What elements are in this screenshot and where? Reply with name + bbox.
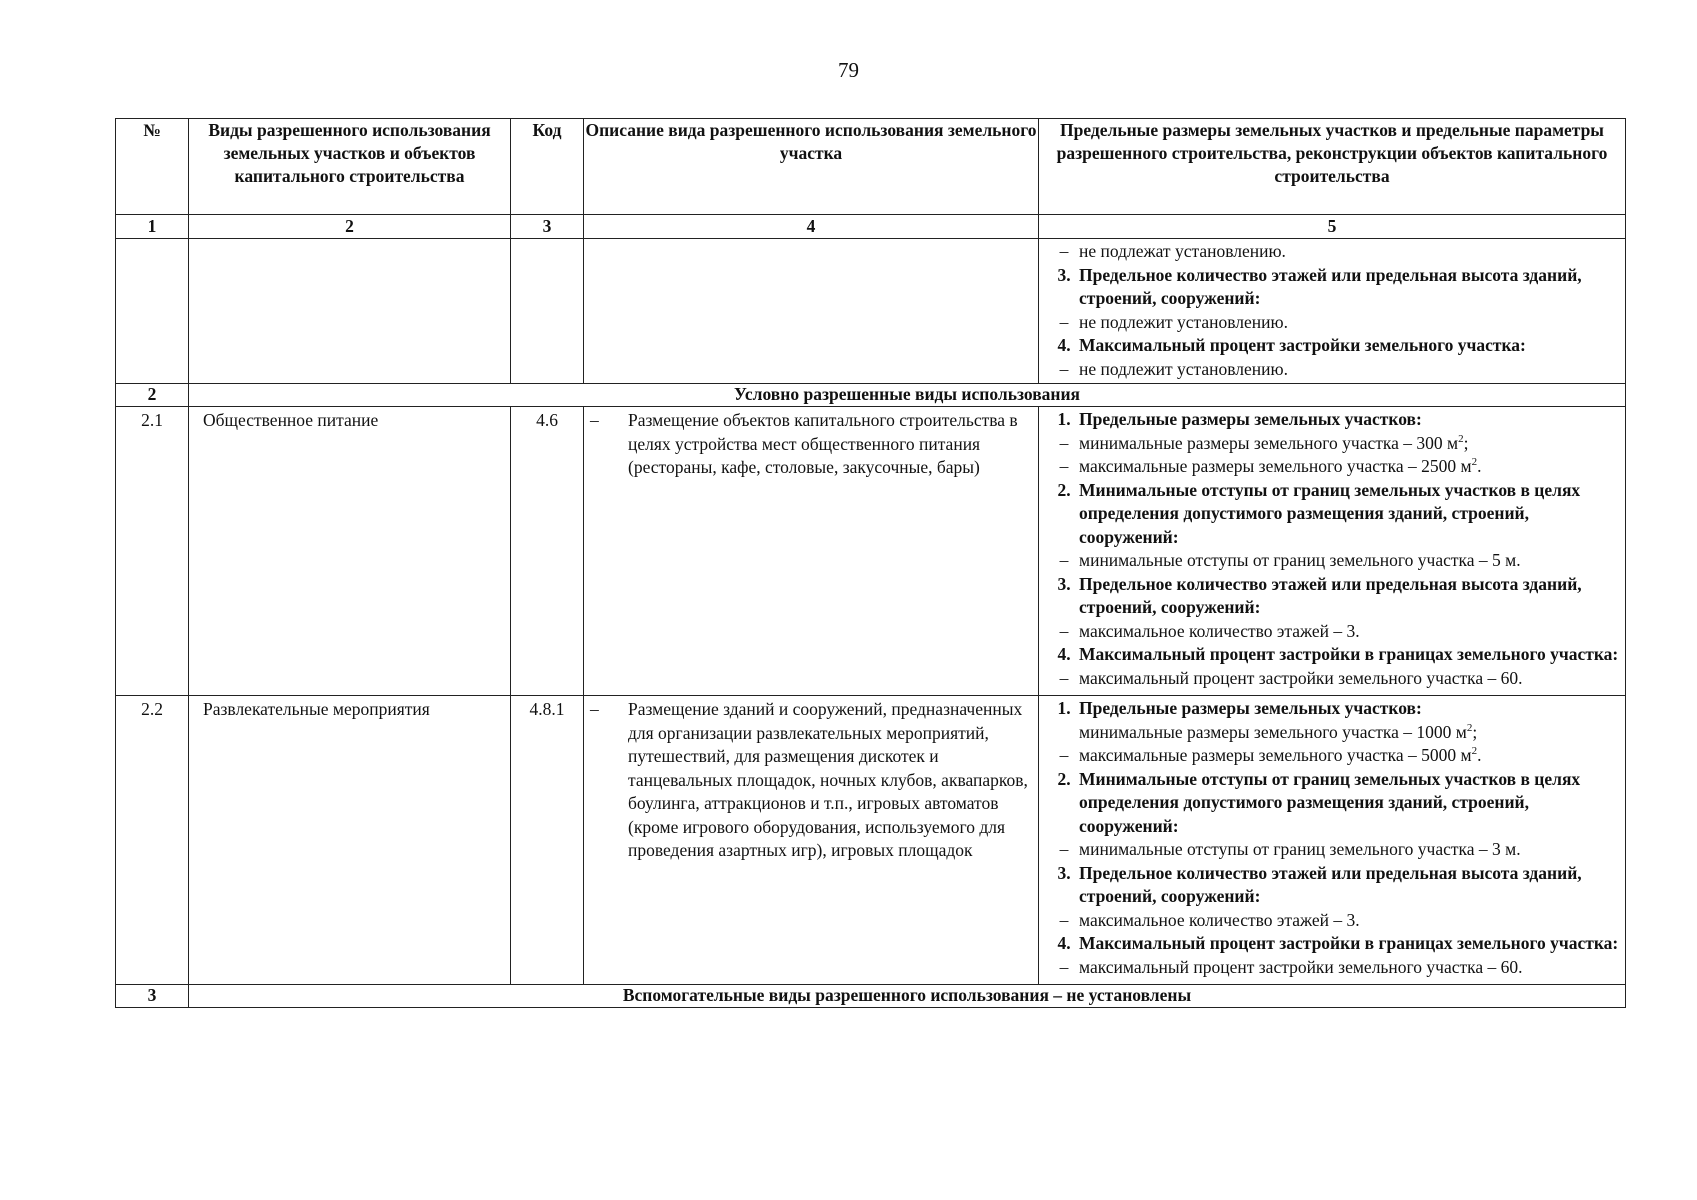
param-text: максимальное количество этажей – 3. <box>1079 909 1360 930</box>
row-number: 2.2 <box>116 696 189 985</box>
table-header-row <box>116 119 1626 215</box>
description-text: Размещение объектов капитального строительства в целях устройства мест общественного питания (рестораны, кафе, столовые, закусочные, бары) <box>628 410 1018 477</box>
param-heading <box>1049 932 1619 956</box>
param-text: Предельное количество этажей или предельная высота зданий, строений, сооружений: <box>1079 264 1582 308</box>
param-item <box>1049 909 1619 933</box>
page-number: 79 <box>838 58 859 82</box>
continuation-params <box>1039 239 1626 384</box>
param-text: максимальное количество этажей – 3. <box>1079 620 1360 641</box>
param-text: не подлежат установлению. <box>1079 241 1286 261</box>
column-number: 4 <box>584 215 1039 239</box>
param-item <box>1049 667 1619 691</box>
row-description <box>590 698 1030 863</box>
param-superscript: 2 <box>1458 432 1464 445</box>
section-title: Условно разрешенные виды использования <box>189 384 1626 407</box>
param-item <box>1049 455 1619 479</box>
param-text: Максимальный процент застройки земельного участка: <box>1079 335 1526 355</box>
table-row <box>116 696 1626 985</box>
row-use-name: Развлекательные мероприятия <box>189 696 511 985</box>
param-punctuation: . <box>1477 745 1482 765</box>
column-number: 5 <box>1039 215 1626 239</box>
param-item <box>1049 358 1619 382</box>
param-item <box>1049 549 1619 573</box>
param-superscript: 2 <box>1466 721 1473 734</box>
param-marker: – <box>1059 456 1069 476</box>
section-conditional-row <box>116 384 1626 407</box>
param-marker: 4. <box>1057 644 1071 664</box>
param-heading <box>1049 697 1619 721</box>
param-superscript: 2 <box>1471 745 1478 758</box>
param-marker: – <box>1059 956 1069 977</box>
param-item <box>1049 240 1619 264</box>
description-dash: – <box>590 699 599 719</box>
param-superscript: 2 <box>1471 456 1478 469</box>
param-text: Предельные размеры земельных участков: <box>1079 409 1422 429</box>
description-text: Размещение зданий и сооружений, предназначенных для организации развлекательных мероприятий, путешествий, для размещения дискотек и танцевальных площадок, ночных клубов, аквапарков, боулинга, аттракционов и т.п., игровых автоматов (кроме игрового оборудования, используемого для проведения азартных игр), игровых площадок <box>628 699 1028 860</box>
param-item <box>1049 744 1619 768</box>
column-number: 2 <box>189 215 511 239</box>
param-text: максимальные размеры земельного участка – 2500 м <box>1079 456 1472 476</box>
param-heading <box>1049 479 1619 550</box>
param-item <box>1049 432 1619 456</box>
param-heading <box>1049 643 1619 667</box>
param-item <box>1049 620 1619 644</box>
param-text: не подлежит установлению. <box>1079 311 1288 332</box>
param-heading <box>1049 573 1619 620</box>
param-marker: 1. <box>1057 698 1071 718</box>
param-marker: – <box>1059 241 1069 261</box>
header-code: Код <box>511 119 584 215</box>
param-punctuation: . <box>1477 456 1482 476</box>
param-text: максимальный процент застройки земельного участка – 60. <box>1079 956 1523 977</box>
header-description: Описание вида разрешенного использования земельного участка <box>584 119 1039 215</box>
header-use-types: Виды разрешенного использования земельных участков и объектов капитального строительства <box>189 119 511 215</box>
table-row <box>116 407 1626 696</box>
param-marker: – <box>1059 432 1069 453</box>
param-marker: 2. <box>1057 768 1071 789</box>
param-marker: – <box>1059 358 1069 379</box>
header-number: № <box>116 119 189 215</box>
param-text: минимальные отступы от границ земельного участка – 3 м. <box>1079 839 1521 859</box>
param-text: минимальные отступы от границ земельного участка – 5 м. <box>1079 550 1521 570</box>
section-title: Вспомогательные виды разрешенного использования – не установлены <box>189 985 1626 1008</box>
section-number: 2 <box>116 384 189 407</box>
column-number: 3 <box>511 215 584 239</box>
param-marker: 3. <box>1057 862 1071 883</box>
land-use-table <box>115 118 1626 1008</box>
row-params <box>1039 407 1626 696</box>
param-marker: 1. <box>1057 409 1071 429</box>
param-marker: – <box>1059 909 1069 930</box>
param-marker: – <box>1059 550 1069 570</box>
param-punctuation: ; <box>1472 721 1478 742</box>
param-text: минимальные размеры земельного участка – 300 м <box>1079 432 1459 453</box>
param-item <box>1049 956 1619 980</box>
param-marker: – <box>1059 839 1069 859</box>
column-number: 1 <box>116 215 189 239</box>
section-auxiliary-row <box>116 985 1626 1008</box>
param-marker: – <box>1059 311 1069 332</box>
param-item <box>1049 311 1619 335</box>
param-punctuation: ; <box>1463 432 1469 453</box>
param-heading <box>1049 264 1619 311</box>
param-text: Максимальный процент застройки в границах земельного участка: <box>1079 933 1619 953</box>
param-marker <box>1049 721 1079 745</box>
param-text: Предельное количество этажей или предельная высота зданий, строений, сооружений: <box>1079 573 1582 617</box>
param-text: Предельное количество этажей или предельная высота зданий, строений, сооружений: <box>1079 862 1582 906</box>
column-number-row <box>116 215 1626 239</box>
param-marker: 4. <box>1057 335 1071 355</box>
param-marker: 3. <box>1057 264 1071 285</box>
param-item <box>1049 721 1619 745</box>
section-number: 3 <box>116 985 189 1008</box>
param-text: не подлежит установлению. <box>1079 358 1288 379</box>
param-item <box>1049 838 1619 862</box>
row-code: 4.8.1 <box>511 696 584 985</box>
param-text: Предельные размеры земельных участков: <box>1079 698 1422 718</box>
row-code: 4.6 <box>511 407 584 696</box>
param-text: Минимальные отступы от границ земельных участков в целях определения допустимого размещения зданий, строений, сооружений: <box>1079 768 1581 836</box>
param-text: Минимальные отступы от границ земельных участков в целях определения допустимого размещения зданий, строений, сооружений: <box>1079 479 1581 547</box>
param-heading <box>1049 862 1619 909</box>
row-number: 2.1 <box>116 407 189 696</box>
header-parameters: Предельные размеры земельных участков и предельные параметры разрешенного строительства, реконструкции объектов капитального строительства <box>1039 119 1626 215</box>
param-text: максимальный процент застройки земельного участка – 60. <box>1079 667 1523 688</box>
continuation-row <box>116 239 1626 384</box>
description-dash: – <box>590 410 599 430</box>
param-heading <box>1049 768 1619 839</box>
param-heading <box>1049 408 1619 432</box>
param-text: максимальные размеры земельного участка – 5000 м <box>1079 745 1472 765</box>
param-marker: 4. <box>1057 933 1071 953</box>
param-marker: – <box>1059 667 1069 688</box>
param-marker: 2. <box>1057 479 1071 500</box>
row-params <box>1039 696 1626 985</box>
row-description <box>590 409 1030 480</box>
param-marker: – <box>1059 745 1069 765</box>
param-text: Максимальный процент застройки в границах земельного участка: <box>1079 644 1619 664</box>
param-heading <box>1049 334 1619 358</box>
param-marker: – <box>1059 620 1069 641</box>
param-text: минимальные размеры земельного участка – 1000 м <box>1079 721 1467 742</box>
row-use-name: Общественное питание <box>189 407 511 696</box>
param-marker: 3. <box>1057 573 1071 594</box>
